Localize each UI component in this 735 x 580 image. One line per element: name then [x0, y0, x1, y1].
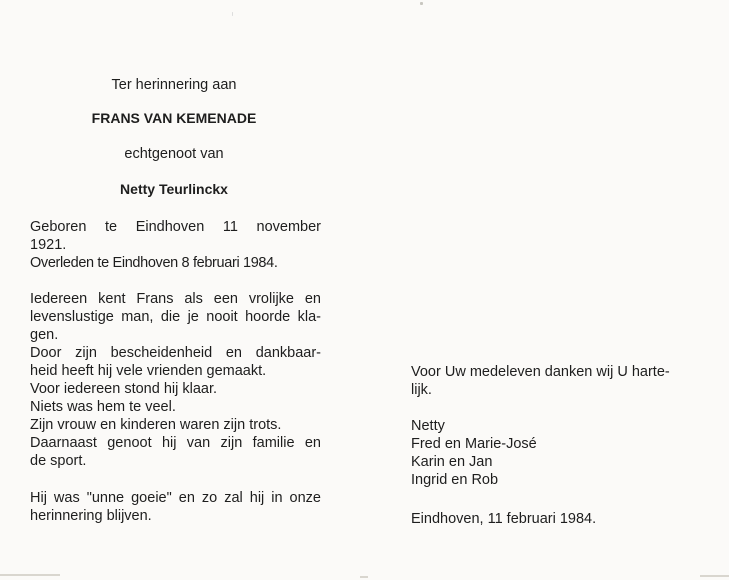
tribute-line: de sport. — [30, 453, 87, 469]
family-member: Fred en Marie-José — [411, 436, 537, 452]
tribute-line: Iedereen kent Frans als een vrolijke en — [30, 291, 321, 307]
family-member: Karin en Jan — [411, 454, 493, 470]
family-member: Ingrid en Rob — [411, 472, 499, 488]
died-line: Overleden te Eindhoven 8 februari 1984. — [30, 255, 278, 271]
in-memory-heading: Ter herinnering aan — [111, 77, 237, 93]
scan-edge — [0, 574, 60, 576]
born-line-2: 1921. — [30, 237, 67, 253]
tribute-line: Daarnaast genoot hij van zijn familie en — [30, 435, 321, 451]
deceased-name: FRANS VAN KEMENADE — [91, 110, 257, 126]
tribute-line: Zijn vrouw en kinderen waren zijn trots. — [30, 417, 282, 433]
family-member: Netty — [411, 418, 445, 434]
tribute-line: heid heeft hij vele vrienden gemaakt. — [30, 363, 267, 379]
place-date: Eindhoven, 11 februari 1984. — [411, 511, 597, 527]
tribute-line: gen. — [30, 327, 59, 343]
born-line-1: Geboren te Eindhoven 11 november — [30, 219, 321, 235]
thanks-line-2: lijk. — [411, 382, 432, 398]
spouse-name: Netty Teurlinckx — [120, 181, 228, 197]
tribute-line: Voor iedereen stond hij klaar. — [30, 381, 218, 397]
scan-speck — [420, 2, 423, 5]
tribute-line: Niets was hem te veel. — [30, 399, 176, 415]
closing-line-2: herinnering blijven. — [30, 508, 152, 524]
spouse-label: echtgenoot van — [124, 146, 224, 162]
scan-edge — [729, 0, 735, 580]
scan-speck — [232, 12, 233, 16]
scan-edge — [360, 576, 368, 578]
tribute-line: Door zijn bescheidenheid en dankbaar- — [30, 345, 321, 361]
closing-line-1: Hij was "unne goeie" en zo zal hij in onze — [30, 490, 321, 506]
thanks-line-1: Voor Uw medeleven danken wij U harte- — [411, 364, 670, 380]
tribute-line: levenslustige man, die je nooit hoorde kla- — [30, 309, 321, 325]
